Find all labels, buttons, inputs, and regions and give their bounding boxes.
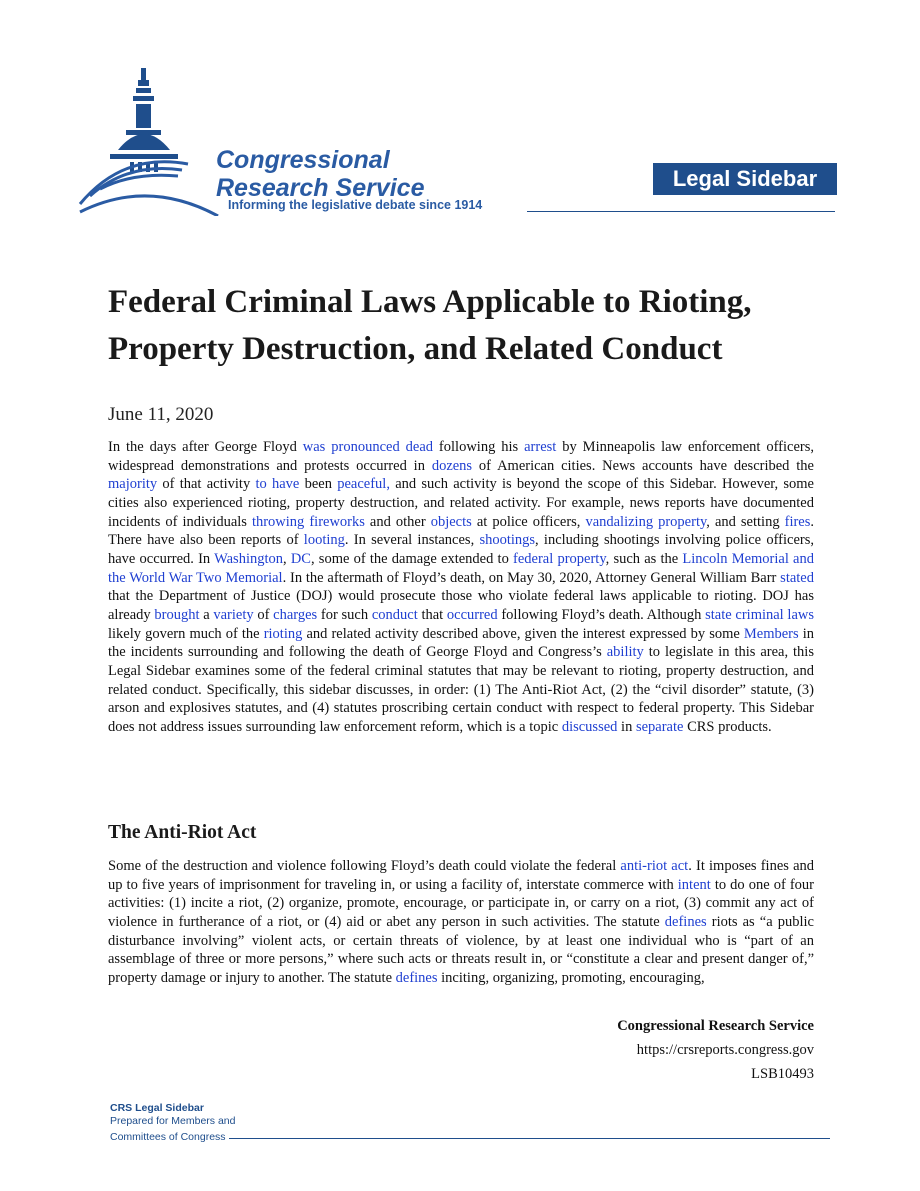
inline-link[interactable]: state criminal laws bbox=[705, 606, 815, 623]
paragraph-text: CRS products. bbox=[683, 718, 772, 735]
inline-link[interactable]: Lincoln Memorial and the World War Two Memorial bbox=[108, 550, 814, 586]
inline-link[interactable]: was pronounced dead bbox=[302, 439, 433, 455]
inline-link[interactable]: discussed bbox=[561, 718, 618, 735]
inline-link[interactable]: intent bbox=[677, 876, 711, 893]
paragraph-text: to legislate in this area, this Legal Sidebar examines some of the federal criminal statutes that may be relevant to rioting, property destruction, and related conduct. Specifically, this sidebar discusses, in order: (1) The Anti-Riot Act, (2) the “civil disorder” statute, (3) arson and explosives statutes, and (4) statutes proscribing certain conduct with respect to federal property. This Sidebar does not address issues surrounding law enforcement reform, which is a topic bbox=[108, 644, 814, 735]
paragraph-text: following his bbox=[433, 439, 525, 455]
inline-link[interactable]: DC bbox=[290, 550, 311, 567]
paragraph-text: . There have also been reports of bbox=[108, 513, 814, 549]
inline-link[interactable]: fires bbox=[784, 513, 811, 530]
paragraph-text: and related activity described above, given the interest expressed by some bbox=[302, 625, 744, 642]
paragraph-text: been bbox=[299, 476, 338, 493]
org-name bbox=[216, 146, 424, 202]
inline-link[interactable]: anti-riot act bbox=[620, 858, 689, 874]
paragraph-text: of bbox=[253, 606, 274, 623]
inline-link[interactable]: conduct bbox=[371, 606, 418, 623]
inline-link[interactable]: peaceful, bbox=[337, 476, 390, 493]
inline-link[interactable]: stated bbox=[780, 569, 814, 586]
paragraph-text: following Floyd’s death. Although bbox=[497, 606, 706, 623]
inline-link[interactable]: dozens bbox=[431, 457, 473, 474]
section-heading: The Anti-Riot Act bbox=[108, 822, 257, 843]
paragraph-text: , bbox=[283, 550, 291, 567]
paragraph-text: In the days after George Floyd bbox=[108, 439, 303, 455]
inline-link[interactable]: rioting bbox=[263, 625, 303, 642]
inline-link[interactable]: charges bbox=[273, 606, 318, 623]
paragraph-text: at police officers, bbox=[471, 513, 586, 530]
inline-link[interactable]: vandalizing property bbox=[585, 513, 707, 530]
anti-riot-paragraph bbox=[108, 857, 814, 988]
inline-link[interactable]: separate bbox=[635, 718, 684, 735]
paragraph-text: , such as the bbox=[605, 550, 683, 567]
footer-prepared-for: Prepared for Members and bbox=[110, 1115, 236, 1127]
intro-paragraph bbox=[108, 438, 814, 737]
footer-org: Congressional Research Service bbox=[617, 1018, 814, 1034]
inline-link[interactable]: Washington bbox=[214, 550, 284, 567]
inline-link[interactable]: defines bbox=[664, 913, 707, 930]
inline-link[interactable]: variety bbox=[213, 606, 254, 623]
inline-link[interactable]: federal property bbox=[513, 550, 606, 567]
capitol-dome-logo bbox=[78, 66, 223, 216]
inline-link[interactable]: ability bbox=[606, 644, 644, 661]
footer-committees: Committees of Congress bbox=[110, 1131, 229, 1143]
legal-sidebar-badge: Legal Sidebar bbox=[653, 163, 837, 195]
paragraph-text: , including shootings involving police officers, have occurred. In bbox=[108, 532, 814, 567]
paragraph-text: in bbox=[617, 718, 636, 735]
header-rule bbox=[527, 211, 835, 212]
inline-link[interactable]: majority bbox=[108, 476, 158, 493]
org-name-line-2: Research Service bbox=[216, 174, 425, 202]
org-tagline: Informing the legislative debate since 1914 bbox=[228, 198, 483, 212]
paragraph-text: , and setting bbox=[706, 513, 785, 530]
footer-series-name: CRS Legal Sidebar bbox=[110, 1102, 204, 1114]
inline-link[interactable]: throwing fireworks bbox=[251, 513, 365, 530]
inline-link[interactable]: Members bbox=[743, 625, 799, 642]
inline-link[interactable]: objects bbox=[430, 513, 472, 530]
inline-link[interactable]: defines bbox=[395, 969, 438, 986]
paragraph-text: by Minneapolis law enforcement officers, widespread demonstrations and protests occurred in bbox=[108, 439, 814, 474]
paragraph-text: that the Department of Justice (DOJ) would prosecute those who violate federal laws applicable to rioting. DOJ has already bbox=[108, 588, 814, 623]
paragraph-text: likely govern much of the bbox=[108, 625, 264, 642]
paragraph-text: in the incidents surrounding and following the death of George Floyd and Congress’s bbox=[108, 625, 815, 661]
inline-link[interactable]: brought bbox=[154, 606, 200, 623]
publication-date: June 11, 2020 bbox=[108, 404, 214, 425]
paragraph-text: . In the aftermath of Floyd’s death, on May 30, 2020, Attorney General William Barr bbox=[282, 569, 781, 586]
inline-link[interactable]: looting bbox=[303, 532, 345, 549]
paragraph-text: for such bbox=[317, 606, 372, 623]
inline-link[interactable]: to have bbox=[255, 476, 300, 493]
paragraph-text: a bbox=[199, 606, 214, 623]
paragraph-text: of American cities. News accounts have described the bbox=[472, 457, 814, 474]
inline-link[interactable]: occurred bbox=[446, 606, 498, 623]
inline-link[interactable]: arrest bbox=[524, 439, 557, 455]
paragraph-text: . It imposes fines and up to five years of imprisonment for traveling in, or using a facility of, interstate commerce with bbox=[108, 858, 815, 893]
paragraph-text: to do one of four activities: (1) incite a riot, (2) organize, promote, encourage, or participate in, or carry on a riot, (3) commit any act of violence in furtherance of a riot, or (4) aid or abet any person in such activities. The statute bbox=[108, 876, 814, 930]
paragraph-text: . In several instances, bbox=[344, 532, 480, 549]
footer-url[interactable]: https://crsreports.congress.gov bbox=[636, 1042, 814, 1058]
paragraph-text: , some of the damage extended to bbox=[310, 550, 514, 567]
paragraph-text: of that activity bbox=[157, 476, 256, 493]
document-title: Federal Criminal Laws Applicable to Rioting, Property Destruction, and Related Conduct bbox=[108, 284, 752, 367]
paragraph-text: inciting, organizing, promoting, encouraging, bbox=[437, 969, 705, 986]
paragraph-text: and other bbox=[364, 513, 431, 530]
footer-code: LSB10493 bbox=[751, 1066, 814, 1082]
inline-link[interactable]: shootings bbox=[479, 532, 536, 549]
paragraph-text: that bbox=[417, 606, 447, 623]
paragraph-text: riots as “a public disturbance involving” violent acts, or certain threats of violence, by at least one individual who is “part of an assemblage of three or more persons,” where such acts or threats result in, or “constitute a clear and present danger of,” property damage or injury to another. The statute bbox=[108, 913, 814, 986]
paragraph-text: and such activity is beyond the scope of this Sidebar. However, some cities also experienced rioting, property destruction, and related activity. For example, news reports have documented incidents of individuals bbox=[108, 476, 814, 530]
footer-block bbox=[617, 1014, 814, 1086]
paragraph-text: Some of the destruction and violence following Floyd’s death could violate the federal bbox=[108, 858, 621, 874]
org-name-line-1: Congressional bbox=[216, 146, 390, 174]
